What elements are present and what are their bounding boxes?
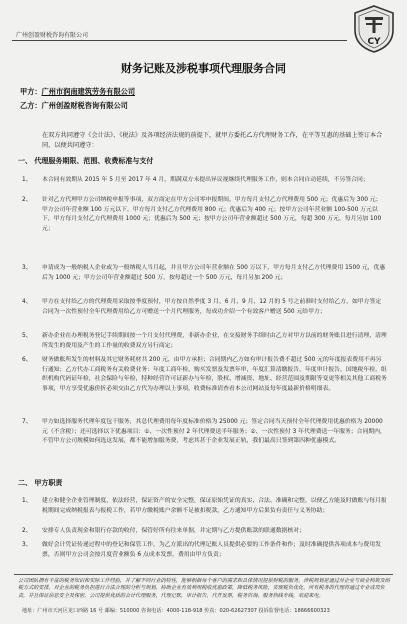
clause-item [22, 298, 387, 317]
intro-paragraph: 在双方共同遵守《会计法》、《税法》及各项经济法规的前提下，就甲方委托乙方代理财务工作，在平等互惠的基础上签订本合同，以便共同遵守： [42, 132, 383, 149]
clause-number: 5、 [22, 333, 32, 339]
clause-number: 3、 [22, 265, 32, 271]
clause-number: 1、 [22, 177, 32, 183]
clause-item [22, 264, 387, 283]
clause-item [22, 497, 387, 516]
clause-text: 甲方在支付给乙方的代理费用采取按季度预付，甲方按自然季度 3 月、6 月、9 月、12 月的 5 号之前准时支付给乙方，如甲方签定合同为一次性预付全年代理费用给乙方可赠送一个月代理服务，每成功介绍一个有效客户赠送 500 元给甲方； [42, 299, 382, 315]
clause-item [22, 541, 387, 560]
header-company-name: 广州创盈财税咨询有限公司 [16, 32, 89, 39]
clause-text: 本合同有效期从 2015 年 5 月至 2017 年 4 月，期满双方未提出异议视继续代理服务工作，则本合同自动延续，不另签合同； [42, 177, 369, 183]
clause-text: 财务做账所发生的材料及其它财务耗材共 200 元，由甲方承担；合同期内乙方如有审计报告费不超过 500 元的年度报表费用不再另行通知；乙方代办工商税务有关收费业务：年度工商年检，购买发票及发票年审，年度汇算清缴报告，年度审计报告，国地税年检，组织机构代码证年检，社会保险与年检，特种经营许可证新办与年检，股权、增减资、地址、经营范围及期限等变更等相关其他工商税务事项，甲方享受优惠价折必须交由乙方代为办理以上事项，收费标准请查看本公司网站及每年度最新价格明细表。 [42, 357, 387, 392]
clause-text: 申请成为一般纳税人企业或为一般纳税人当月起，并且甲方公司年营业额在 500 万以下，甲方每月支付乙方代理费用 1500 元，优惠后为 1000 元；甲方公司年营业额超过 500 万，按每超过一个 500 万元，每月另加 200 元； [42, 265, 386, 281]
clause-item [22, 176, 387, 186]
logo-text: CY [367, 37, 381, 47]
clause-text: 安排专人负责现金和银行存款的收付，保管好所有往来单据，并定期与乙方提供账款的联通数据核对； [42, 528, 305, 534]
party-a-value: 广州市润南建筑劳务有限公司 [41, 87, 136, 96]
clause-item [22, 332, 387, 351]
clause-number: 2、 [22, 528, 32, 534]
clause-item [22, 196, 387, 234]
clause-item [22, 356, 387, 394]
footer-address: 地址：广州市天河区龙口西路 16 号 邮编：510000 咨询电话：4000-118-918 传真：020-62627307 投诉监督电话：18666600323 [22, 608, 330, 614]
party-b-label: 乙方： [20, 101, 42, 110]
clause-number: 7、 [22, 419, 32, 425]
clause-number: 1、 [22, 498, 32, 504]
clause-text: 做好会计凭证传递过程中的登记和保管工作，为乙方派出的代理记账人员提供必要的工作条件和作；及时准确提供各项成本与费用发票，否则甲方公司会按月度营业额负 6 点成本发票，费用由甲方负责； [42, 542, 381, 558]
footer-rule [14, 574, 393, 575]
party-b [20, 101, 128, 111]
clause-number: 2、 [22, 197, 32, 203]
clause-number: 3、 [22, 542, 32, 548]
party-b-value: 广州创盈财税咨询有限公司 [41, 101, 128, 110]
party-a [20, 87, 135, 97]
party-a-label: 甲方： [20, 87, 42, 96]
clause-item [22, 527, 387, 537]
footer-note: 公司团队拥有丰富的税务知识和实际工作经验，并了解不同行业的特性，能够根据每个客户的需求和具体情况提供财税的服务。涉税规划是通过对企业与商业构筑及纳税方式的安排，对企业的税务负担进行合法合理的分析与规划，协助企业有效利用税收优惠政策，降低税务风险，实现税负优化。所有税务的代理将通过专业成员负责，并且保证信息安全及保密。公司提供优质的会计代理服务，代理记账，审计报告，代开发票，税务咨询、服务热线专线，欢迎来电。 [18, 578, 390, 599]
clause-text: 针对乙方代理甲方公司纳税申报等事项，双方商定在甲方公司零申报期间，甲方每月支付乙方代理费用 500 元；优惠后为 300 元；甲方公司年营业额 100 万元以下，甲方每月支付乙方代理费用 800 元；优惠后为 400 元；按甲方公司年营业额 100-500 万元以下，甲方每月支付乙方代理费用 1000 元；优惠后为 500 元；按甲方公司年营业额超过 500 万元，每超 300 万元，每月另加 100 元； [42, 197, 382, 232]
section-1-title: 一、 代理服务期限、范围、收费标准与支付 [18, 157, 154, 165]
clause-text: 甲方如选择服务代理年度包干服务，其总代理费用每年度标准价格为 25000 元；签定合同当天预付全年代理费用优惠价格为 20000 元（不含税）；还可选择以下优惠项目：①、一次性预付 2 年代理费送半年服务；②、一次性预付 3 年代理费送一年服务；合同期内，不管甲方公司规模如何选这发展，都不能增加服务费，考虑其甚于企业发展正轨，我们最高只签到第四种优惠模式。 [42, 419, 386, 445]
header-rule [12, 40, 347, 41]
clause-text: 新办企业在办理税务登记手续期间按一个月支付代理费，非新办企业，在交接财务手续时由乙方对甲方以前的财务账目进行清理，清理所发生的费用及产生的工作量的收费双方另行商定； [42, 333, 387, 349]
clause-number: 4、 [22, 299, 32, 305]
clause-text: 建立和健全企业管理制度，依法经营，保证资产的安全完整，保证原始凭证的真实、合法、准确和完整，以便乙方能及时做账与每月报税期间完成纳税报表与报税工作，若甲方缴税账户余额不足被扣税款，乙方通知甲方后果负有责任与义务协助； [42, 498, 387, 514]
clause-number: 6、 [22, 357, 32, 363]
company-logo-icon [351, 4, 397, 54]
section-2-title: 二、 甲方职责 [18, 479, 63, 487]
clause-item [22, 418, 387, 447]
document-title: 财务记账及涉税事项代理服务合同 [121, 62, 286, 75]
